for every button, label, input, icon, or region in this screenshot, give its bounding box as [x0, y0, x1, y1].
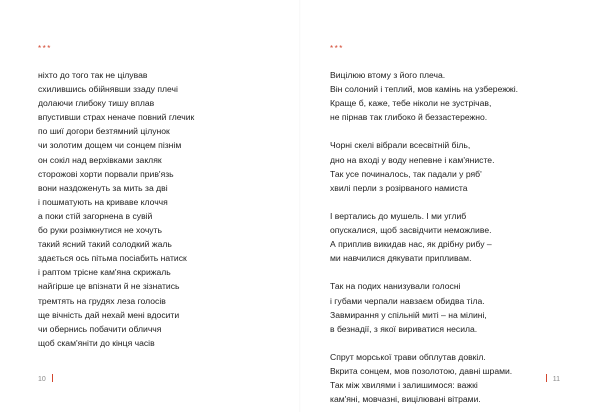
- poem-line: і раптом трісне кам'яна скрижаль: [38, 267, 171, 278]
- stanza-break: [330, 336, 518, 350]
- poem-line: Завмирання у спільній миті – на мілині,: [330, 309, 487, 320]
- poem-line: Він солоний і теплий, мов камінь на узбережжі.: [330, 84, 519, 95]
- poem-line: тремтять на грудях леза голосів: [38, 295, 166, 306]
- poem-line: ніхто до того так не цілував: [38, 70, 148, 80]
- poem-line: в безнадії, з якої вириватися несила.: [330, 323, 478, 334]
- poem-line: Чорні скелі вібрали всесвітній біль,: [330, 140, 471, 151]
- poem-line: Краще б, каже, тебе ніколи не зустрічав,: [330, 98, 492, 109]
- poem-line: кам'яні, мовчазні, вицілювані вітрами.: [330, 394, 481, 405]
- poem-line: впустивши страх неначе повний глечик: [38, 112, 195, 123]
- poem-line: чи обернись побачити обличчя: [38, 323, 162, 334]
- ornament-stars: ***: [330, 44, 344, 53]
- stanza-break: [330, 124, 518, 138]
- left-poem: [38, 68, 194, 350]
- page-number: 11: [552, 376, 560, 383]
- poem-line: сторожові хорти порвали прив'язь: [38, 168, 174, 179]
- right-poem: [330, 68, 518, 406]
- stanza-break: [330, 195, 518, 209]
- poem-line: а поки стій загорнена в сувій: [38, 210, 153, 221]
- poem-line: Спрут морської трави обплутав довкіл.: [330, 351, 486, 362]
- poem-line: здається ось пітьма посіабить натиск: [38, 253, 187, 264]
- stanza-break: [330, 265, 518, 279]
- poem-line: Вкрита сонцем, мов позолотою, давні шрами.: [330, 365, 513, 376]
- poem-line: такий ясний такий солодкий жаль: [38, 239, 172, 250]
- poem-line: он сокіл над верхівками закляк: [38, 154, 162, 165]
- poem-line: по шиї догори безтямний цілунок: [38, 126, 170, 137]
- poem-line: не пірнав так глибоко й беззастережно.: [330, 112, 488, 123]
- folio-mark: [52, 374, 53, 382]
- poem-line: хвилі перли з розірваного намиста: [330, 182, 468, 193]
- poem-line: вони наздоженуть за мить за дві: [38, 182, 168, 193]
- ornament-stars: ***: [38, 44, 52, 53]
- page-number-left: [38, 374, 53, 385]
- poem-line: Так на подих нанизували голосні: [330, 281, 461, 292]
- poem-line: опускалися, щоб засвідчити неможливе.: [330, 225, 492, 236]
- right-page: [300, 0, 600, 412]
- poem-line: найгірше це впізнати й не зізнатись: [38, 281, 180, 292]
- poem-line: долаючи глибоку тишу вплав: [38, 98, 155, 109]
- poem-line: і пошматують на криваве клоччя: [38, 196, 168, 207]
- poem-line: чи золотим дощем чи сонцем пізнім: [38, 140, 182, 151]
- poem-line: бо руки розімкнутися не хочуть: [38, 225, 163, 236]
- poem-line: схилившись обійнявши ззаду плечі: [38, 84, 178, 95]
- folio-mark: [546, 374, 547, 382]
- poem-line: ще вічність дай нехай мені вдосити: [38, 309, 180, 320]
- poem-line: Вицілюю втому з його плеча.: [330, 70, 446, 80]
- poem-line: дно на вході у воду непевне і кам'янисте.: [330, 154, 495, 165]
- poem-line: А приплив викидав нас, як дрібну рибу –: [330, 239, 492, 250]
- poem-line: Так між хвилями і залишимося: важкі: [330, 380, 478, 391]
- page-number-right: [546, 374, 560, 385]
- poem-line: Так усе починалось, так падали у ряб': [330, 168, 482, 179]
- poem-line: І вертались до мушель. І ми углиб: [330, 210, 467, 221]
- poem-line: ми навчилися дякувати припливам.: [330, 253, 472, 264]
- page-number: 10: [38, 376, 46, 383]
- poem-line: і губами черпали навзаєм обидва тіла.: [330, 295, 485, 306]
- poem-line: щоб скам'яніти до кінця часів: [38, 337, 155, 348]
